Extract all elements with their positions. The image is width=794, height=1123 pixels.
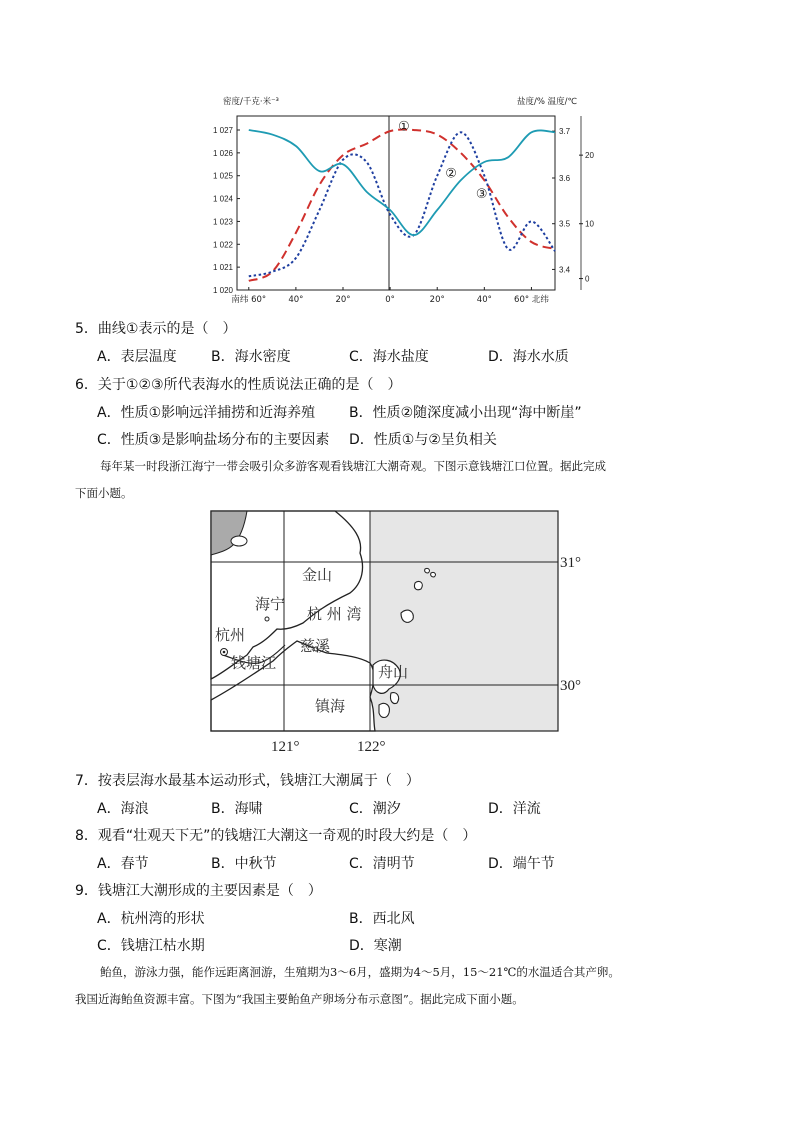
q7-option-c[interactable]: C．潮汐 [349,801,401,817]
x-tick-label: 南纬 60° [231,295,267,305]
left-tick-label: 1 025 [212,171,233,181]
salinity-tick-label: 3.4 [559,265,571,275]
series-label-1: ① [398,119,410,135]
q5-option-c[interactable]: C．海水盐度 [349,349,429,365]
label-lat-31: 31° [560,555,581,571]
question-9-stem: 9．钱塘江大潮形成的主要因素是（ ） [75,883,322,899]
x-tick-label: 20° [429,295,445,305]
q8-option-d[interactable]: D．端午节 [488,856,555,872]
island [425,568,430,573]
question-5-stem: 5．曲线①表示的是（ ） [75,321,237,337]
q9-option-c[interactable]: C．钱塘江枯水期 [97,938,205,954]
x-tick-label: 40° [288,295,304,305]
label-jinshan: 金山 [302,566,333,584]
q6-option-d[interactable]: D．性质①与②呈负相关 [349,432,497,448]
label-cixi: 慈溪 [300,637,331,655]
temperature-tick-label: 0 [585,274,590,284]
series-line-2 [249,132,555,276]
q9-option-b[interactable]: B．西北风 [349,911,415,927]
left-tick-label: 1 022 [212,240,233,250]
q9-option-d[interactable]: D．寒潮 [349,938,402,954]
label-qiantang-river: 钱塘江 [231,654,277,672]
q9-option-a[interactable]: A．杭州湾的形状 [97,911,205,927]
salinity-tick-label: 3.6 [559,174,571,183]
q8-option-a[interactable]: A．春节 [97,856,149,872]
q8-option-b[interactable]: B．中秋节 [211,856,277,872]
q7-option-b[interactable]: B．海啸 [211,801,263,817]
island [401,610,413,622]
salinity-tick-label: 3.5 [559,219,571,229]
island [414,581,422,589]
series-line-3 [249,130,555,235]
right-axis-label: 盐度/% 温度/℃ [517,97,578,107]
label-zhoushan: 舟山 [378,663,409,681]
plot-frame [237,116,555,290]
question-8-stem: 8．观看“壮观天下无”的钱塘江大潮这一奇观的时段大约是（ ） [75,828,477,844]
hangzhou-dot-center [223,651,226,654]
x-tick-label: 0° [385,295,395,305]
intro-paragraph-2-line1: 每年某一时段浙江海宁一带会吸引众多游客观看钱塘江大潮奇观。下图示意钱塘江口位置。据此完成 [100,459,606,473]
series-label-2: ② [445,166,457,182]
intro-paragraph-3-line1: 鲐鱼，游泳力强，能作远距离洄游，生殖期为3～6月，盛期为4～5月，15～21℃的水温适合其产卵。 [100,965,620,979]
left-tick-label: 1 026 [212,148,233,158]
left-tick-label: 1 021 [212,263,233,273]
intro-paragraph-2-line2: 下面小题。 [75,486,133,500]
label-haining: 海宁 [255,595,286,613]
series-label-3: ③ [475,187,488,202]
question-7-stem: 7．按表层海水最基本运动形式，钱塘江大潮属于（ ） [75,773,420,789]
label-lat-30: 30° [560,678,581,694]
temperature-tick-label: 20 [585,151,594,161]
q6-option-c[interactable]: C．性质③是影响盐场分布的主要因素 [97,432,330,448]
q5-option-d[interactable]: D．海水水质 [488,349,569,365]
label-hangzhou-bay: 杭 州 湾 [307,605,362,623]
lake [231,536,247,546]
q5-option-b[interactable]: B．海水密度 [211,349,291,365]
label-lon-122: 122° [357,739,386,755]
question-6-stem: 6．关于①②③所代表海水的性质说法正确的是（ ） [75,377,402,393]
intro-paragraph-3-line2: 我国近海鲐鱼资源丰富。下图为“我国主要鲐鱼产卵场分布示意图”。据此完成下面小题。 [75,992,524,1006]
q6-option-b[interactable]: B．性质②随深度减小出现“海中断崖” [349,405,582,421]
salinity-tick-label: 3.7 [559,127,571,137]
left-tick-label: 1 020 [212,286,233,295]
haining-dot [265,617,269,621]
x-tick-label: 20° [335,295,351,305]
island [431,572,436,577]
island [379,703,389,717]
temperature-tick-label: 10 [585,219,594,229]
left-axis-label: 密度/千克·米⁻³ [223,97,279,107]
label-hangzhou: 杭州 [215,626,246,644]
ocean-property-chart [205,88,595,313]
q5-option-a[interactable]: A．表层温度 [97,349,177,365]
qiantang-estuary-map [205,505,590,760]
x-tick-label: 40° [476,295,492,305]
left-tick-label: 1 023 [212,217,233,227]
q6-option-a[interactable]: A．性质①影响远洋捕捞和近海养殖 [97,405,316,421]
label-zhenhai: 镇海 [315,697,346,715]
q8-option-c[interactable]: C．清明节 [349,856,415,872]
x-tick-label: 60° 北纬 [514,295,549,305]
left-tick-label: 1 024 [212,194,233,204]
island [390,693,398,704]
q7-option-a[interactable]: A．海浪 [97,801,149,817]
label-lon-121: 121° [271,739,300,755]
q7-option-d[interactable]: D．洋流 [488,801,541,817]
left-tick-label: 1 027 [212,126,233,135]
